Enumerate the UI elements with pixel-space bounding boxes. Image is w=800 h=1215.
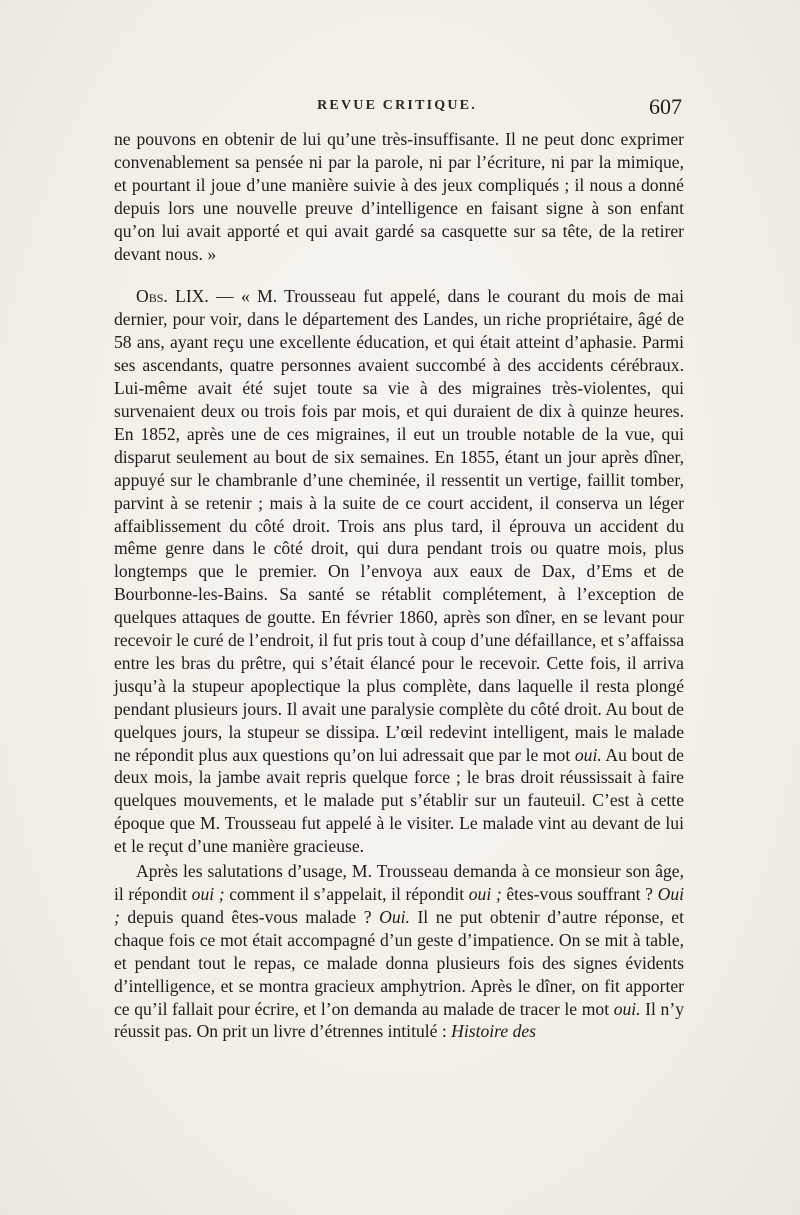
book-title: Histoire des — [451, 1021, 537, 1042]
paragraph-text: Après les salutations d’usage, M. Trousseau demanda à ce monsieur son âge, il répondit — [114, 861, 684, 904]
paragraph-text: depuis quand êtes-vous malade ? — [119, 906, 380, 927]
paragraph-salutations — [114, 860, 684, 1043]
paragraph-text: Il n’y réussit pas. On prit un livre d’étrennes intitulé : — [114, 998, 684, 1042]
paragraph-text: Il ne put obtenir d’autre réponse, et chaque fois ce mot était accompagné d’un geste d’impatience. On se mit à table, et pendant tout le repas, ce malade donna plusieurs fois des signes évidents d’intelligence, et se montra gracieux amphytrion. Après le dîner, on fit apporter ce qu’il fallait pour écrire, et l’on demanda au malade de tracer le mot — [114, 906, 684, 1019]
page-number: 607 — [649, 94, 682, 119]
paragraph-text: Au bout de deux mois, la jambe avait repris quelque force ; le bras droit réussissait à faire quelques mouvements, et le malade put s’établir sur un fauteuil. C’est à cette époque que M. Trousseau fut appelé à le visiter. Le malade vint au devant de lui et le reçut d’une manière gracieuse. — [114, 744, 684, 857]
paragraph-continuation: ne pouvons en obtenir de lui qu’une très-insuffisante. Il ne peut donc exprimer convenablement sa pensée ni par la parole, ni par l’écriture, ni par la mimique, et pourtant il joue d’une manière suivie à des jeux compliqués ; il nous a donné depuis lors une nouvelle preuve d’intelligence en faisant signe à son enfant qu’on lui avait apporté et qui avait gardé sa casquette sur sa tête, de la retirer devant nous. » — [114, 129, 684, 264]
paragraph-observation-lix — [114, 285, 684, 858]
italic-word: Oui. — [379, 906, 410, 927]
italic-word: oui ; — [191, 884, 225, 904]
paragraph-text: êtes-vous souffrant ? — [501, 884, 658, 904]
observation-label: Obs. LIX. — [136, 286, 209, 307]
italic-word: oui. — [574, 744, 602, 765]
body-text — [114, 128, 684, 1043]
italic-word: Oui ; — [114, 884, 684, 927]
italic-word: oui. — [613, 998, 641, 1019]
paragraph-text: comment il s’appelait, il répondit — [224, 884, 469, 904]
page-header — [112, 94, 682, 122]
paragraph-text: — « M. Trousseau fut appelé, dans le courant du mois de mai dernier, pour voir, dans le département des Landes, un riche propriétaire, âgé de 58 ans, ayant reçu une excellente éducation, et qui était atteint d’aphasie. Parmi ses ascendants, quatre personnes avaient succombé à des accidents cérébraux. Lui-même avait été sujet toute sa vie à des migraines très-violentes, qui survenaient deux ou trois fois par mois, et qui duraient de dix à quinze heures. En 1852, après une de ces migraines, il eut un trouble notable de la vue, qui disparut seulement au bout de six semaines. En 1855, étant un jour après dîner, appuyé sur le chambranle d’une cheminée, il ressentit un vertige, faillit tomber, parvint à se retenir ; mais à la suite de ce court accident, il conserva un léger affaiblissement du côté droit. Trois ans plus tard, il éprouva un accident du même genre dans le côté droit, qui dura pendant trois ou quatre mois, plus longtemps que le premier. On l’envoya aux eaux de Dax, d’Ems et de Bourbonne-les-Bains. Sa santé se rétablit complétement, à l’exception de quelques attaques de goutte. En février 1860, après son dîner, en se levant pour recevoir le curé de l’endroit, il fut pris tout à coup d’une défaillance, et s’affaissa entre les bras du prêtre, qui s’était élancé pour le recevoir. Cette fois, il arriva jusqu’à la stupeur apoplectique la plus complète, dans laquelle il resta plongé pendant plusieurs jours. Il avait une paralysie complète du côté droit. Au bout de quelques jours, la stupeur se dissipa. L’œil redevint intelligent, mais le malade ne répondit plus aux questions qu’on lui adressait que par le mot — [114, 286, 685, 765]
italic-word: oui ; — [468, 884, 502, 904]
running-head: REVUE CRITIQUE. — [317, 98, 477, 113]
